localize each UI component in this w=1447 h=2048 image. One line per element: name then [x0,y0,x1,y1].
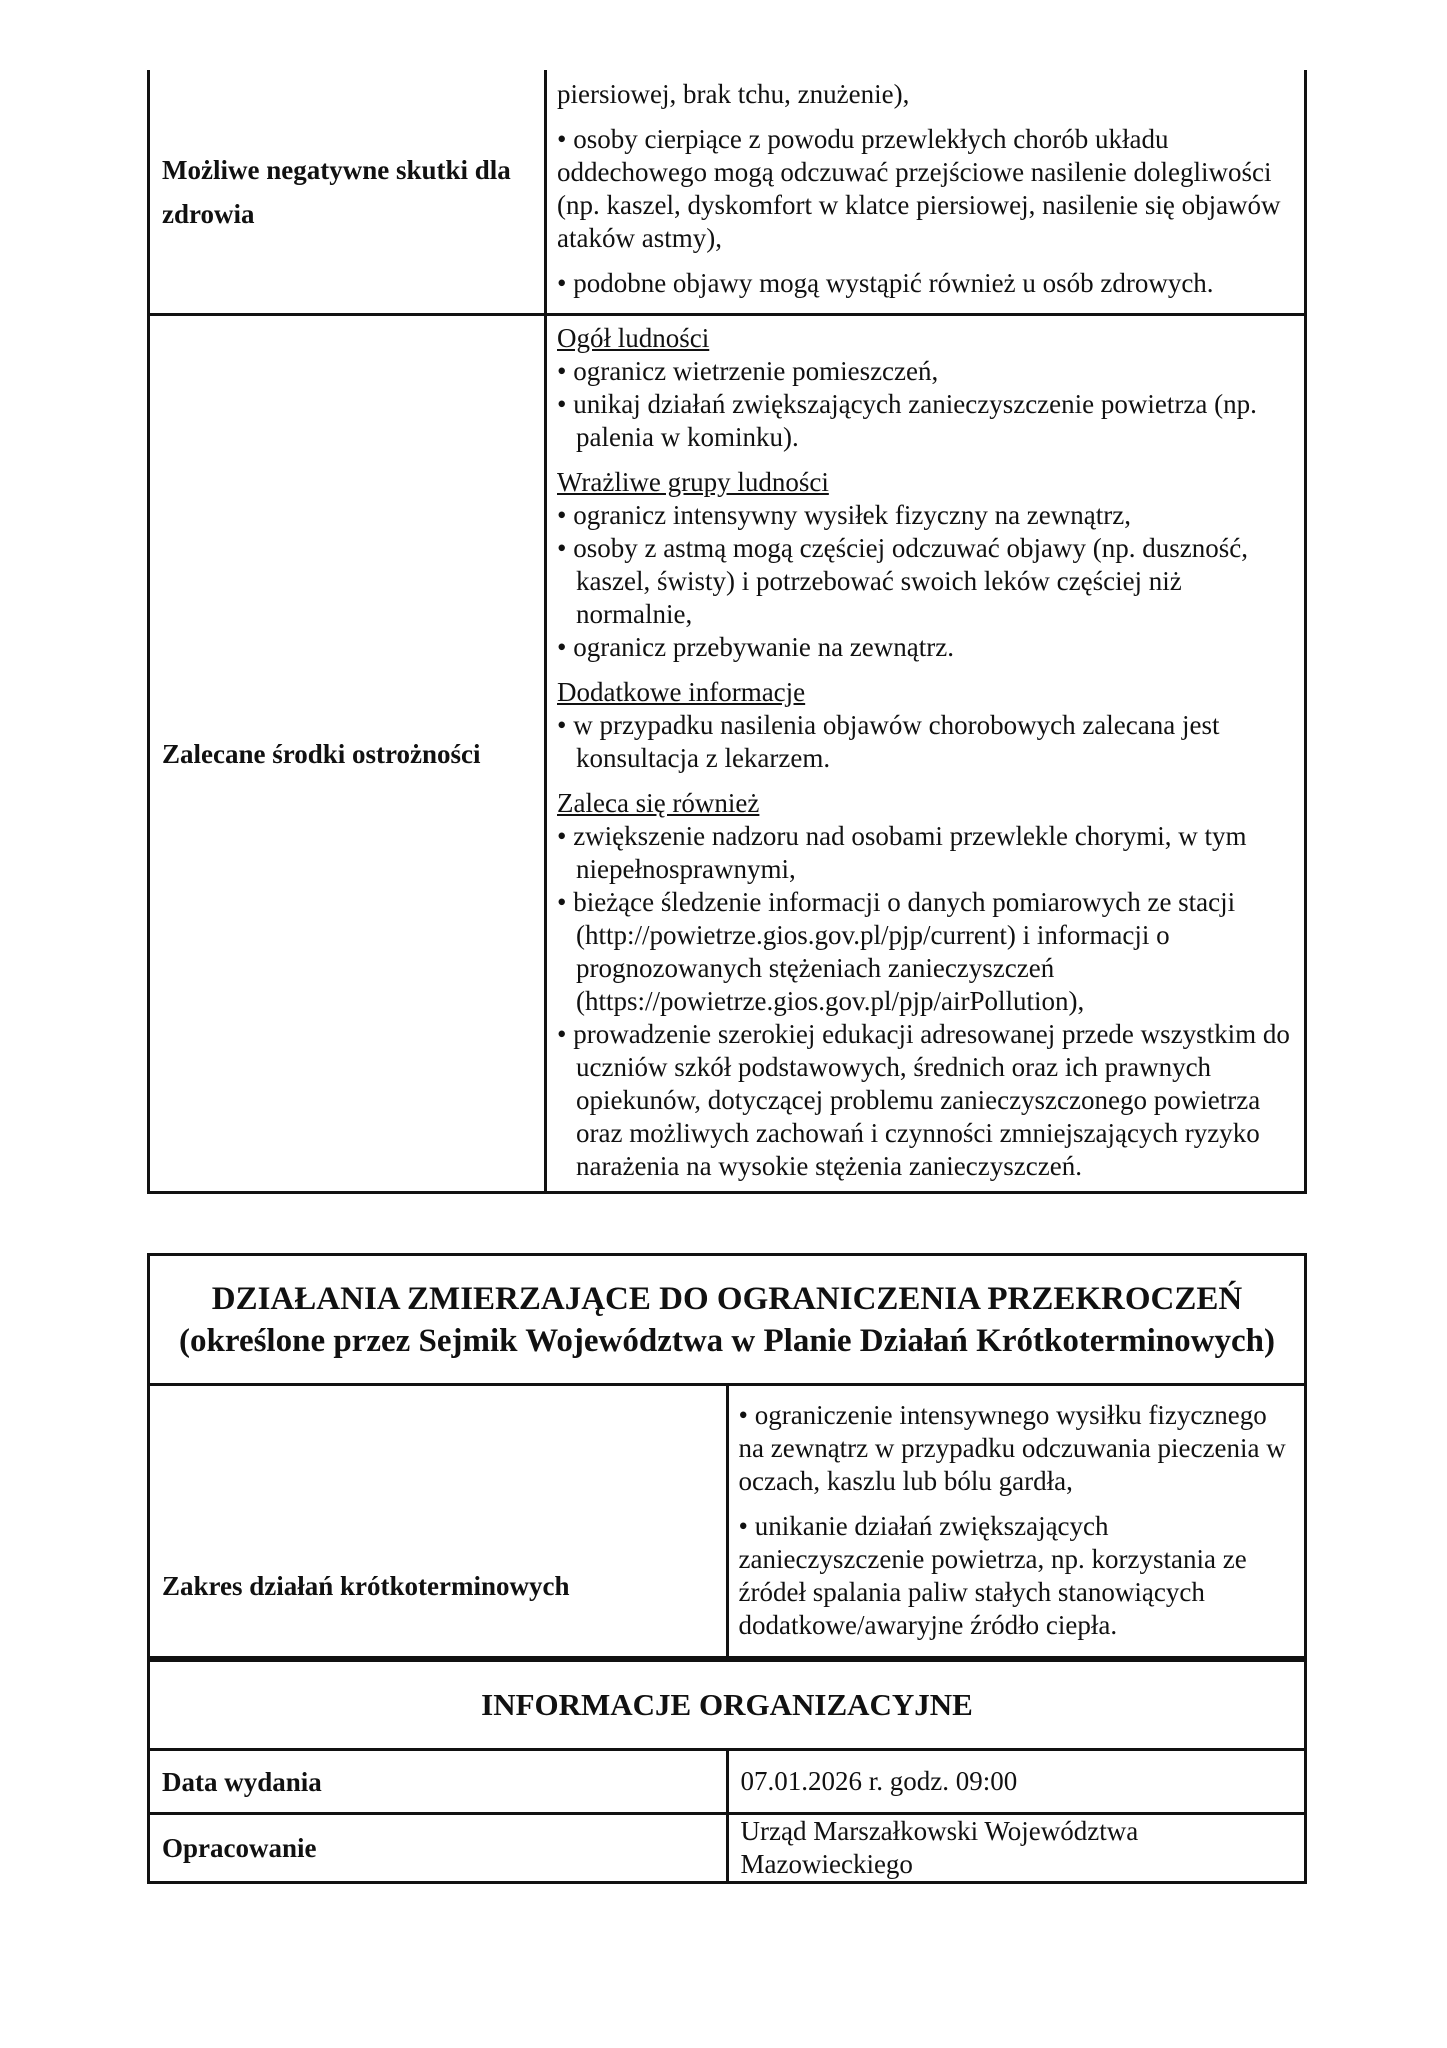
prepared-value: Urząd Marszałkowski Województwa Mazowieckiego [727,1814,1306,1883]
precautions-cell [546,315,1306,1193]
precautions-section-also [557,787,1292,1183]
section-heading: Zaleca się również [557,788,760,818]
effects-item: piersiowej, brak tchu, znużenie), [557,78,910,109]
precautions-section-additional [557,676,1292,775]
prepared-label: Opracowanie [149,1814,728,1883]
section-heading: Wrażliwe grupy ludności [557,467,829,497]
actions-title-line2: (określone przez Sejmik Województwa w Planie Działań Krótkoterminowych) [179,1322,1275,1359]
prepared-row [149,1814,1306,1883]
precaution-item: • osoby z astmą mogą częściej odczuwać objawy (np. duszność, kaszel, świsty) i potrzebować swoich leków częściej niż normalnie, [557,533,1248,629]
actions-title-line1: DZIAŁANIA ZMIERZAJĄCE DO OGRANICZENIA PRZEKROCZEŃ [211,1280,1243,1317]
issue-date-row [149,1750,1306,1814]
precaution-item: • unikaj działań zwiększających zanieczyszczenie powietrza (np. palenia w kominku). [557,389,1257,452]
actions-table [147,1253,1307,1659]
org-title-row [149,1661,1306,1750]
scope-item: • ograniczenie intensywnego wysiłku fizycznego na zewnątrz w przypadku odczuwania pieczenia w oczach, kaszlu lub bólu gardła, [738,1399,1286,1496]
precaution-item: • zwiększenie nadzoru nad osobami przewlekle chorymi, w tym niepełnosprawnymi, [557,821,1247,884]
scope-cell [727,1385,1306,1658]
precaution-item: • w przypadku nasilenia objawów chorobowych zalecana jest konsultacja z lekarzem. [557,710,1220,773]
health-table [147,70,1307,1194]
org-table [147,1659,1307,1884]
precaution-item: • ogranicz intensywny wysiłek fizyczny na zewnątrz, [557,500,1131,530]
effects-item: • osoby cierpiące z powodu przewlekłych chorób układu oddechowego mogą odczuwać przejściowe nasilenie dolegliwości (np. kaszel, dyskomfort w klatce piersiowej, nasilenie się objawów ataków astmy), [557,123,1281,253]
precautions-section-general [557,322,1292,454]
actions-title [149,1255,1306,1385]
precaution-item: • ogranicz wietrzenie pomieszczeń, [557,356,939,386]
precautions-row [149,315,1306,1193]
precautions-label: Zalecane środki ostrożności [149,315,546,1193]
issue-date-value: 07.01.2026 r. godz. 09:00 [727,1750,1306,1814]
effects-item: • podobne objawy mogą wystąpić również u osób zdrowych. [557,267,1214,298]
scope-row [149,1385,1306,1658]
effects-cell [546,70,1306,315]
org-title: INFORMACJE ORGANIZACYJNE [149,1661,1306,1750]
effects-row [149,70,1306,315]
issue-date-label: Data wydania [149,1750,728,1814]
scope-item: • unikanie działań zwiększających zanieczyszczenie powietrza, np. korzystania ze źródeł spalania paliw stałych stanowiących dodatkowe/awaryjne źródło ciepła. [738,1510,1247,1640]
precaution-item: • bieżące śledzenie informacji o danych pomiarowych ze stacji (http://powietrze.gios.gov.pl/pjp/current) i informacji o prognozowanych stężeniach zanieczyszczeń (https://powietrze.gios.gov.pl/pjp/airPollution), [557,887,1236,1016]
actions-title-row [149,1255,1306,1385]
scope-label: Zakres działań krótkoterminowych [149,1385,728,1658]
effects-label: Możliwe negatywne skutki dla zdrowia [149,70,546,315]
precaution-item: • prowadzenie szerokiej edukacji adresowanej przede wszystkim do uczniów szkół podstawowych, średnich oraz ich prawnych opiekunów, dotyczącej problemu zanieczyszczonego powietrza oraz możliwych zachowań i czynności zmniejszających ryzyko narażenia na wysokie stężenia zanieczyszczeń. [557,1019,1290,1181]
precaution-item: • ogranicz przebywanie na zewnątrz. [557,632,954,662]
section-heading: Ogół ludności [557,323,710,353]
precautions-section-sensitive [557,466,1292,664]
section-heading: Dodatkowe informacje [557,677,806,707]
